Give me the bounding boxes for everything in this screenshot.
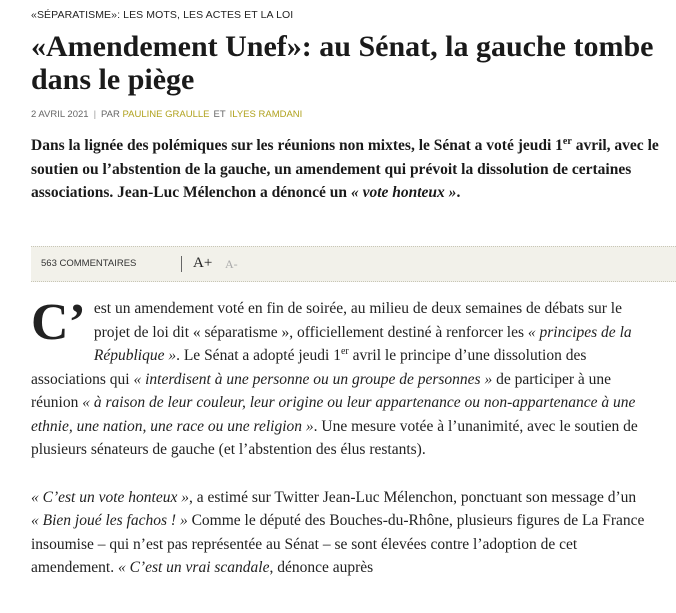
byline-separator: |: [93, 109, 97, 120]
author-link-2[interactable]: ILYES RAMDANI: [229, 109, 303, 120]
comments-link[interactable]: 563 COMMENTAIRES: [41, 258, 137, 269]
p1-text-4: de participer à une réunion: [31, 370, 611, 411]
p1-quote-2: « interdisent à une personne ou un groupe de personnes »: [133, 370, 493, 388]
lead-text-1: Dans la lignée des polémiques sur les réunions non mixtes, le Sénat a voté jeudi 1: [31, 137, 563, 154]
byline-prefix: PAR: [101, 109, 120, 120]
article-toolbar: [31, 246, 676, 282]
p1-sup: er: [340, 345, 349, 357]
lead-end: .: [456, 184, 461, 201]
p2-quote-2: « Bien joué les fachos ! »: [31, 512, 188, 529]
toolbar-divider: [181, 256, 182, 272]
p1-text-1: est un amendement voté en fin de soirée, au milieu de deux semaines de débats sur le projet de loi dit « séparatisme », officiellement destiné à renforcer les: [93, 300, 622, 341]
p2-text-1: , a estimé sur Twitter Jean-Luc Mélenchon, ponctuant son message d’un: [188, 488, 637, 506]
font-decrease-button[interactable]: A-: [225, 257, 238, 271]
p2-text-2: Comme le député des Bouches-du-Rhône, plusieurs figures de La France insoumise – qui n’est pas représentée au Sénat – se sont élevées contre l’adoption de cet amendement.: [31, 512, 645, 576]
font-increase-button[interactable]: A+: [193, 255, 213, 271]
article-kicker[interactable]: «SÉPARATISME»: LES MOTS, LES ACTES ET LA LOI: [31, 9, 294, 21]
byline-and: ET: [213, 109, 226, 120]
article-title: «Amendement Unef»: au Sénat, la gauche tombe dans le piège: [31, 30, 654, 96]
p1-text-5: . Une mesure votée à l’unanimité, avec le soutien de plusieurs sénateurs de gauche (et l’abstention des élus restants).: [31, 417, 638, 458]
article-date: 2 AVRIL 2021: [31, 109, 89, 120]
lead-sup: er: [562, 135, 572, 147]
article-lead: [31, 134, 661, 205]
author-link-1[interactable]: PAULINE GRAULLE: [122, 109, 210, 120]
article-byline: [31, 109, 302, 120]
p2-quote-3: « C’est un vrai scandale: [117, 559, 270, 576]
p1-text-2: . Le Sénat a adopté jeudi 1: [176, 347, 341, 364]
article-body: [31, 294, 646, 604]
dropcap: C’: [31, 294, 86, 351]
p2-quote-1: « C’est un vote honteux »: [31, 488, 189, 506]
p2-text-3: , dénonce auprès: [269, 559, 374, 576]
body-paragraph-2: [31, 486, 646, 580]
p1-quote-1: « principes de la République »: [93, 323, 632, 364]
lead-quote: « vote honteux »: [350, 184, 457, 201]
p1-quote-3: « à raison de leur couleur, leur origine ou leur appartenance ou non-appartenance à une ethnie, une nation, une race ou une religion »: [31, 394, 636, 435]
p1-text-3: avril le principe d’une dissolution des associations qui: [31, 347, 587, 388]
body-paragraph-1: [31, 294, 646, 462]
lead-text-2: avril, avec le soutien ou l’abstention de la gauche, un amendement qui prévoit la dissolution de certaines associations. Jean-Luc Mélenchon a dénoncé un: [31, 137, 659, 201]
